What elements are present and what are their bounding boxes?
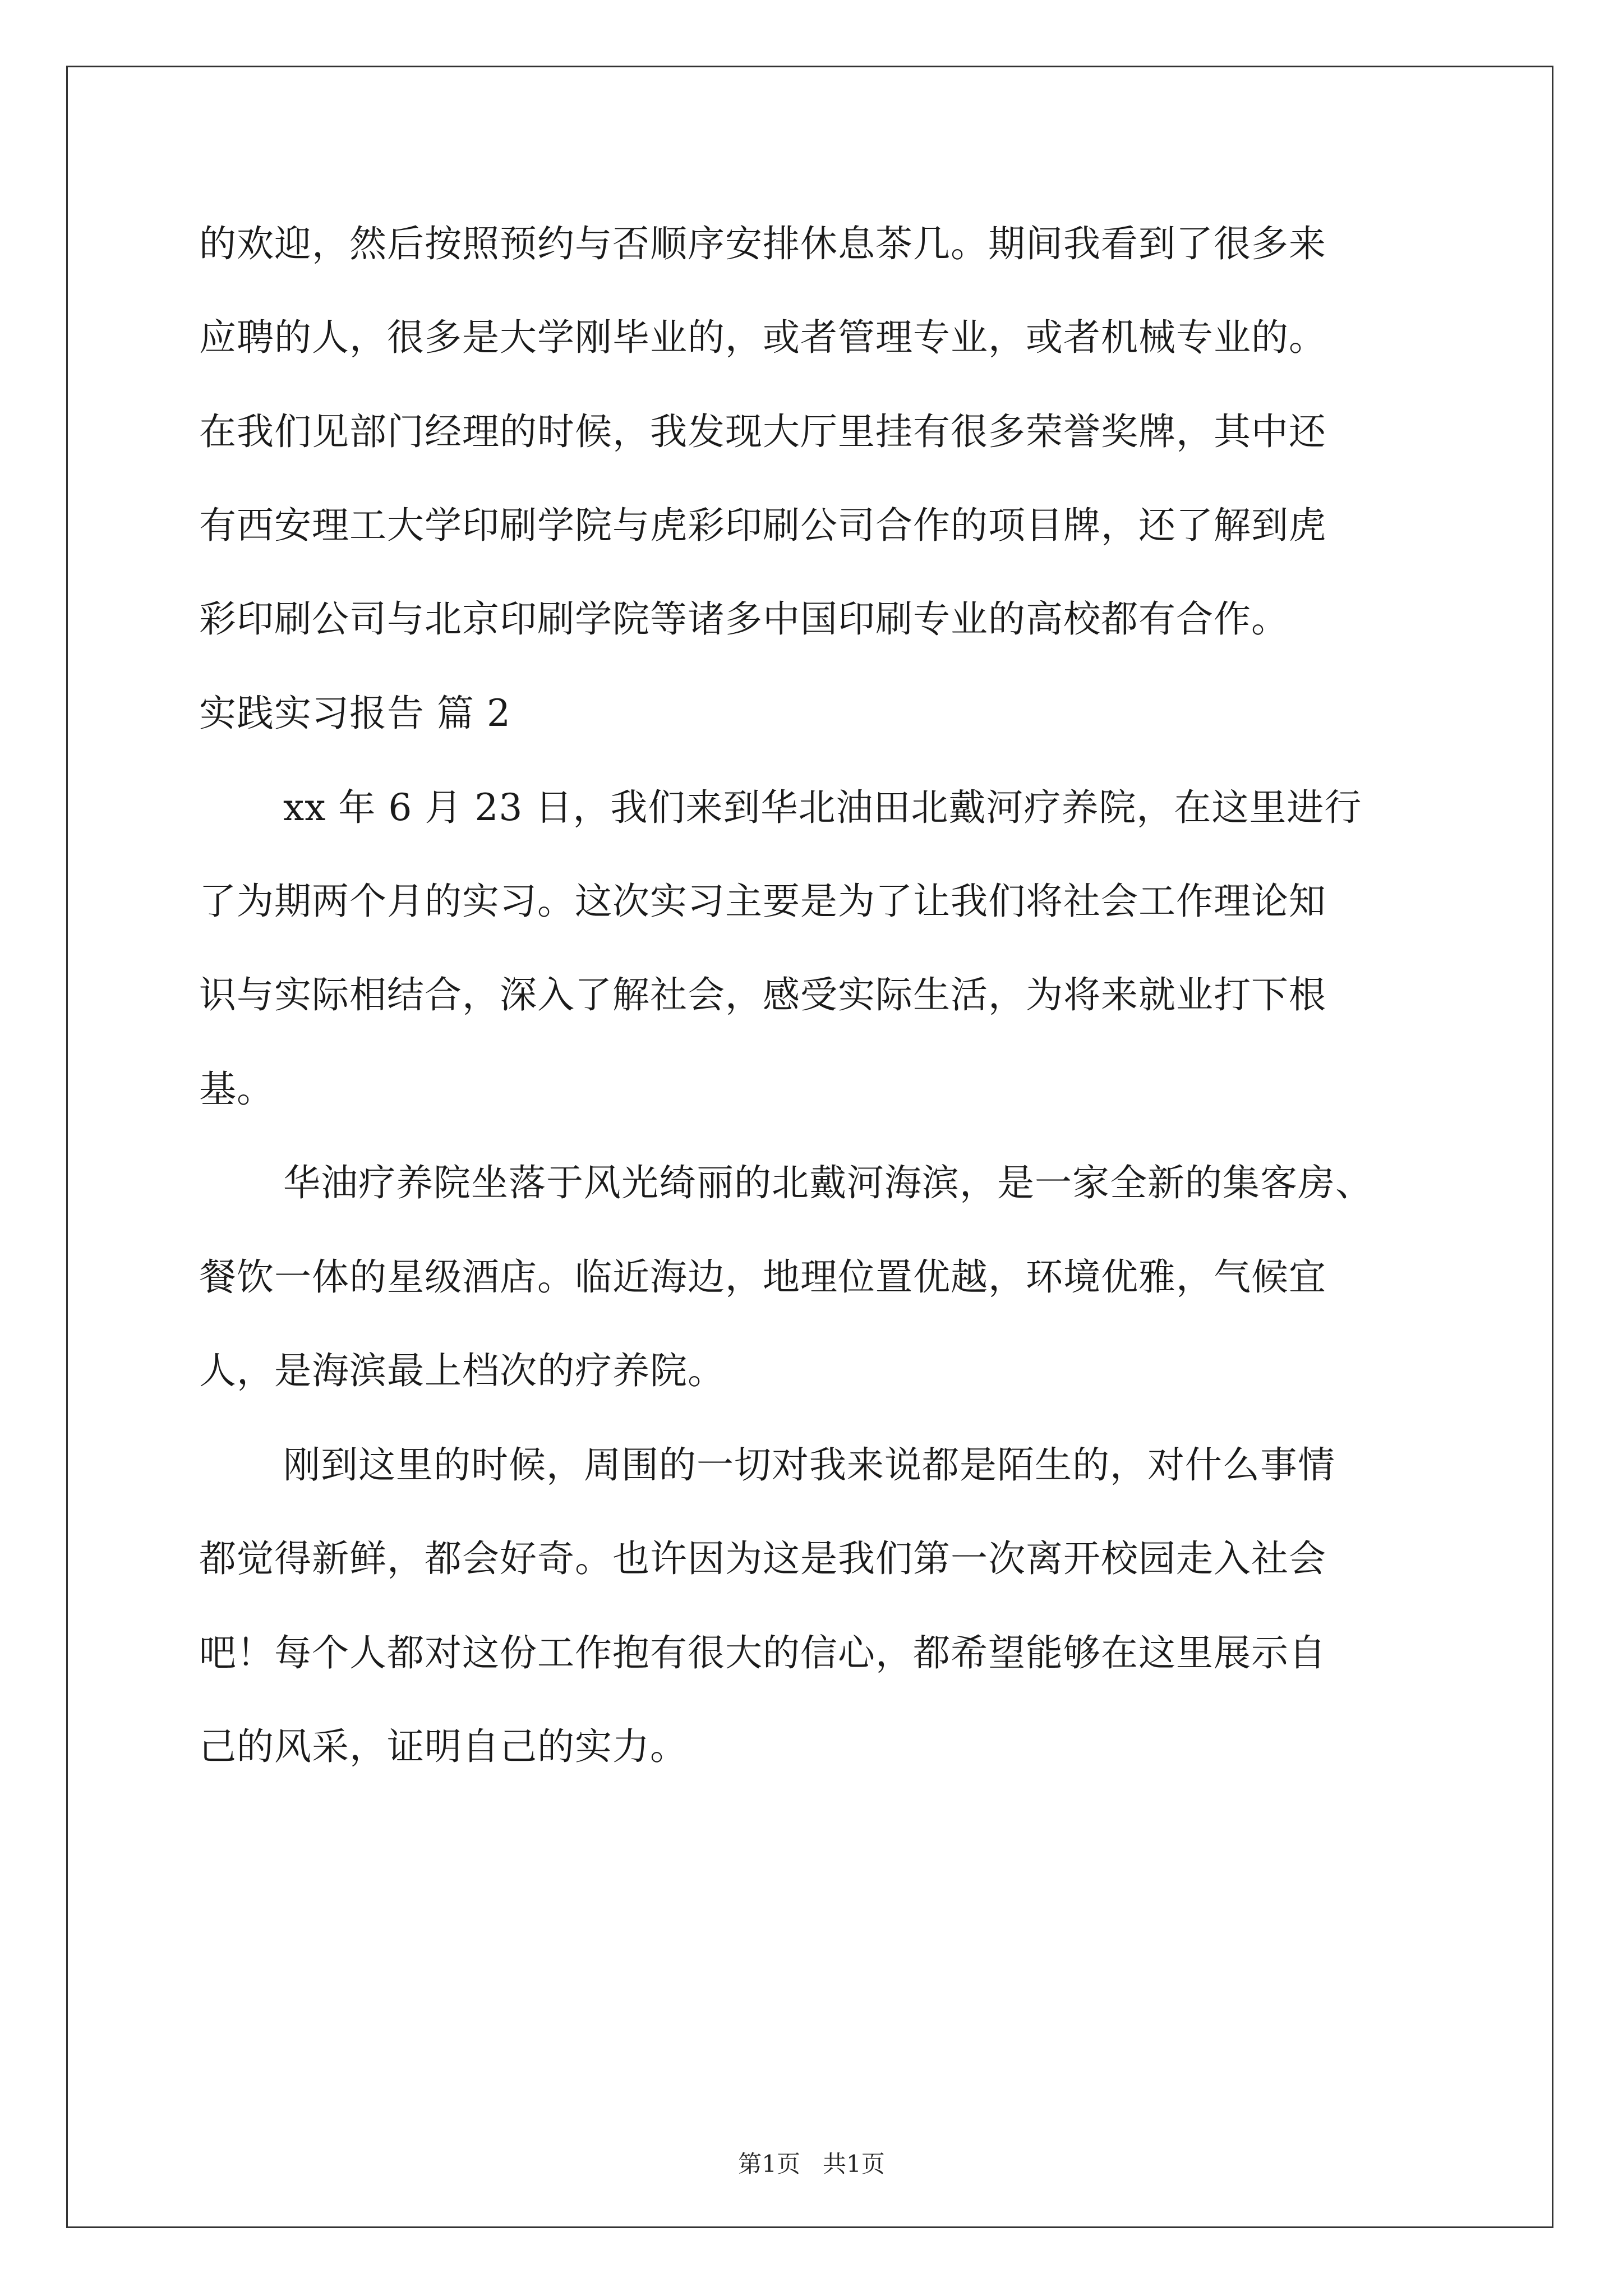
text-line: 都觉得新鲜，都会好奇。也许因为这是我们第一次离开校园走入社会 [199,1537,1326,1580]
text-line: 应聘的人，很多是大学刚毕业的，或者管理专业，或者机械专业的。 [199,316,1326,359]
section-heading: 实践实习报告 篇 2 [199,692,511,735]
text-line: xx 年 6 月 23 日，我们来到华北油田北戴河疗养院，在这里进行 [283,786,1362,829]
text-line: 识与实际相结合，深入了解社会，感受实际生活，为将来就业打下根 [199,973,1326,1016]
text-line: 己的风采，证明自己的实力。 [199,1725,688,1768]
text-line: 人，是海滨最上档次的疗养院。 [199,1349,725,1392]
text-line: 在我们见部门经理的时候，我发现大厅里挂有很多荣誉奖牌，其中还 [199,410,1326,453]
text-line: 彩印刷公司与北京印刷学院等诸多中国印刷专业的高校都有合作。 [199,597,1289,641]
text-line: 有西安理工大学印刷学院与虎彩印刷公司合作的项目牌，还了解到虎 [199,504,1326,547]
text-line: 餐饮一体的星级酒店。临近海边，地理位置优越，环境优雅，气候宜 [199,1255,1326,1299]
page-border [66,66,1553,2228]
page-footer: 第1页 共1页 [738,2150,885,2178]
text-line: 的欢迎，然后按照预约与否顺序安排休息茶几。期间我看到了很多来 [199,222,1326,265]
text-line: 基。 [199,1068,274,1111]
text-line: 了为期两个月的实习。这次实习主要是为了让我们将社会工作理论知 [199,880,1326,923]
text-line: 刚到这里的时候，周围的一切对我来说都是陌生的，对什么事情 [283,1443,1335,1487]
text-line: 华油疗养院坐落于风光绮丽的北戴河海滨，是一家全新的集客房、 [283,1161,1373,1204]
text-line: 吧！每个人都对这份工作抱有很大的信心，都希望能够在这里展示自 [199,1631,1326,1674]
